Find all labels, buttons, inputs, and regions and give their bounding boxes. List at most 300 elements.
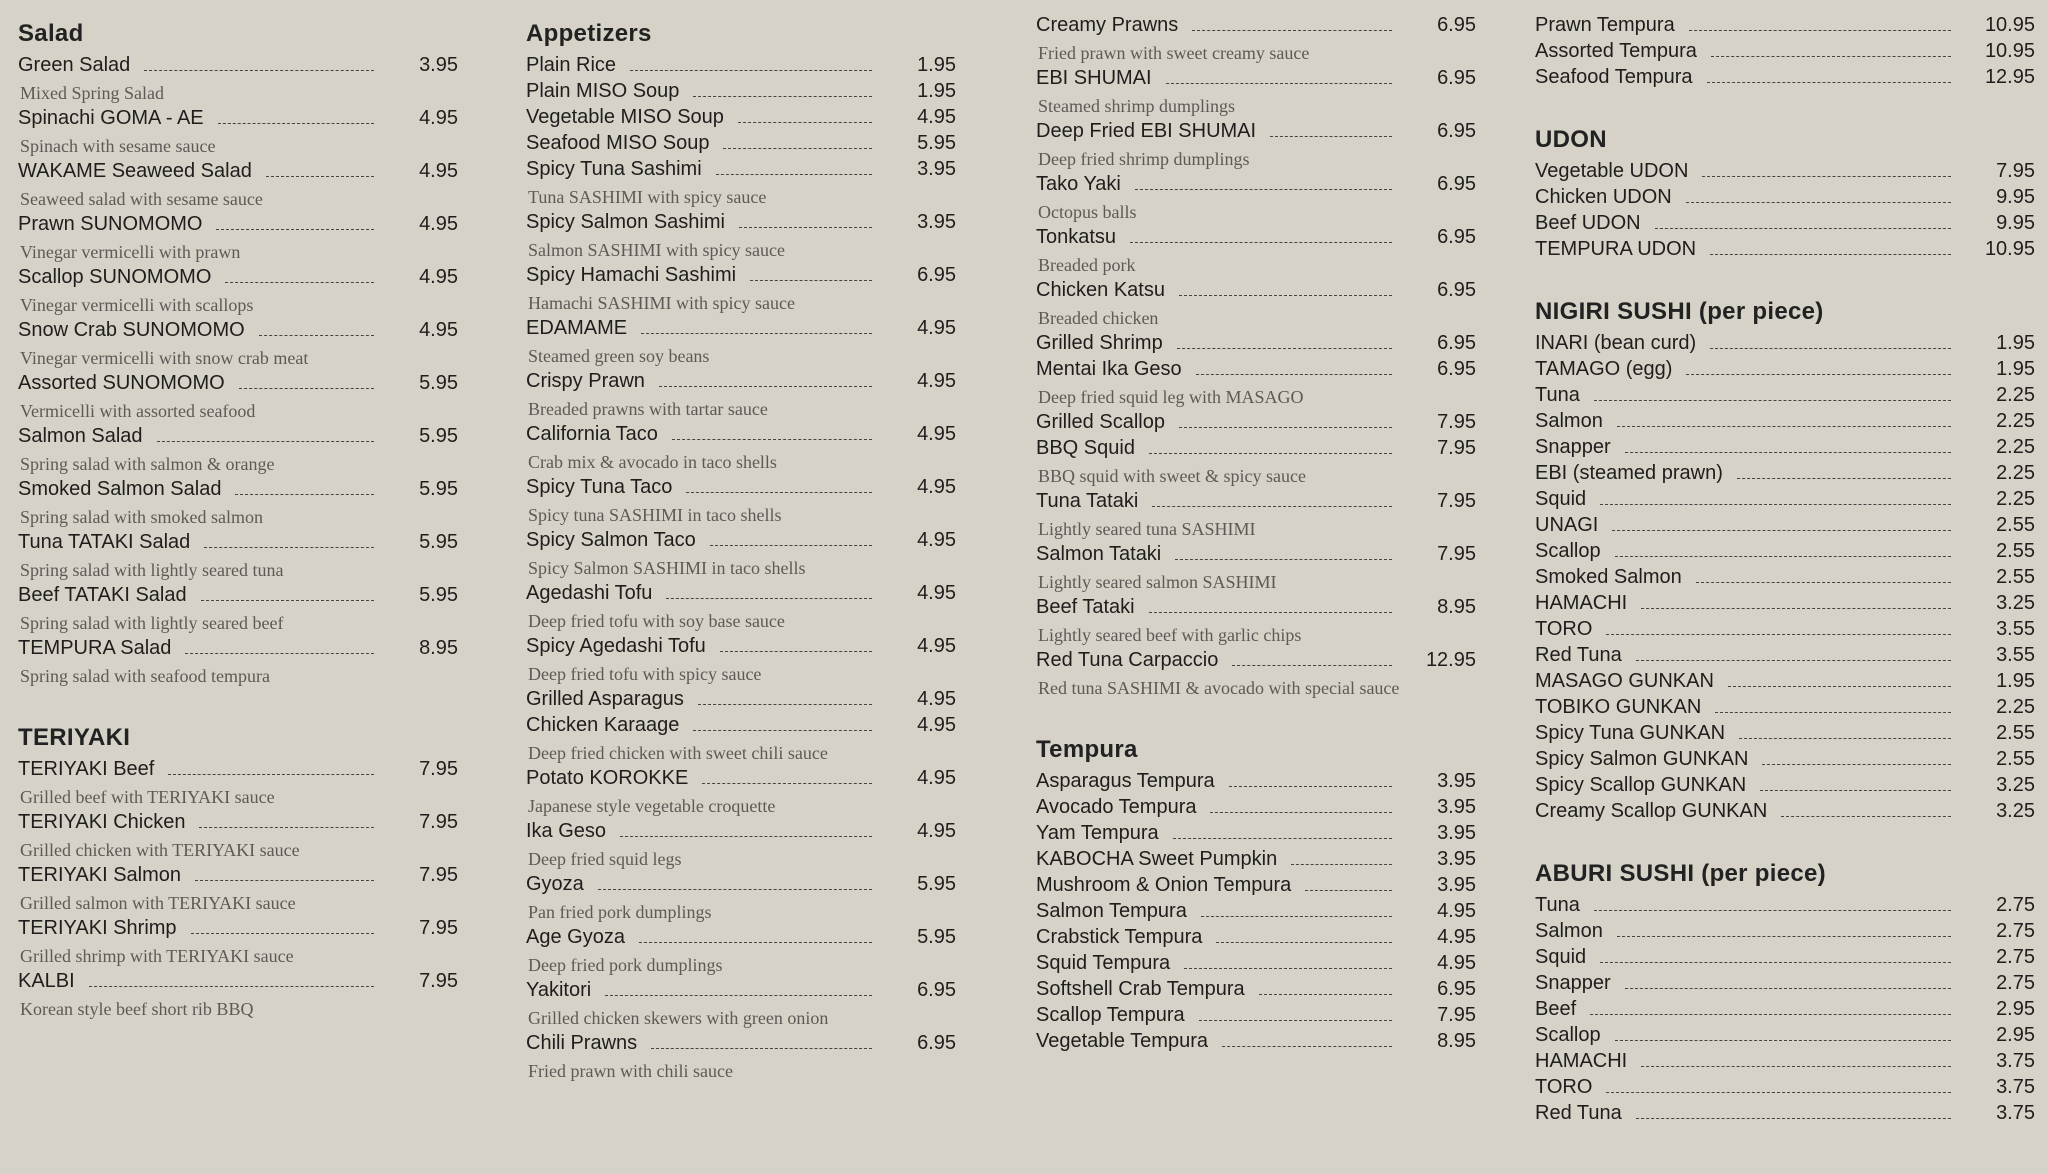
- menu-item-row: [526, 476, 956, 502]
- item-name: Assorted Tempura: [1535, 40, 1697, 62]
- dotted-leader: [666, 598, 872, 599]
- item-description: Lightly seared tuna SASHIMI: [1038, 519, 1256, 539]
- dotted-leader: [157, 441, 374, 442]
- item-price: 6.95: [917, 264, 956, 286]
- item-description: Mixed Spring Salad: [20, 83, 164, 103]
- menu-item: [1036, 822, 1476, 848]
- item-name: WAKAME Seaweed Salad: [18, 160, 252, 182]
- dotted-leader: [1135, 189, 1392, 190]
- menu-item-row: [526, 1032, 956, 1058]
- dotted-leader: [1222, 1046, 1392, 1047]
- dotted-leader: [1615, 556, 1951, 557]
- dotted-leader: [1615, 1040, 1951, 1041]
- menu-item-row: [526, 211, 956, 237]
- dotted-leader: [216, 229, 374, 230]
- item-price: 3.95: [1437, 822, 1476, 844]
- menu-item: [1036, 67, 1476, 120]
- menu-item: [1036, 649, 1476, 702]
- menu-item-row: [1036, 900, 1476, 926]
- item-name: TEMPURA UDON: [1535, 238, 1697, 260]
- dotted-leader: [1130, 242, 1392, 243]
- item-price: 10.95: [1984, 238, 2035, 260]
- menu-item-row: [1036, 543, 1476, 569]
- item-name: Tuna: [1535, 384, 1580, 406]
- dotted-leader: [1625, 988, 1951, 989]
- menu-item: [1036, 848, 1476, 874]
- dotted-leader: [1590, 1014, 1951, 1015]
- menu-item: [1036, 978, 1476, 1004]
- menu-item: [1036, 279, 1476, 332]
- menu-item: [526, 370, 956, 423]
- dotted-leader: [651, 1048, 872, 1049]
- item-description: Lightly seared salmon SASHIMI: [1038, 572, 1277, 592]
- menu-item: [18, 811, 458, 864]
- item-price: 3.95: [1437, 770, 1476, 792]
- dotted-leader: [641, 333, 872, 334]
- item-price: 4.95: [1437, 952, 1476, 974]
- menu-item-row: [1535, 488, 2035, 514]
- item-price: 4.95: [917, 106, 956, 128]
- item-description: Deep fried squid legs: [528, 849, 682, 869]
- menu-item: [18, 478, 458, 531]
- item-name: Salmon: [1535, 920, 1603, 942]
- item-price: 4.95: [917, 370, 956, 392]
- item-name: Snow Crab SUNOMOMO: [18, 319, 245, 341]
- item-price: 7.95: [1437, 411, 1476, 433]
- menu-item-row: [1036, 1004, 1476, 1030]
- menu-item: [1535, 410, 2035, 436]
- menu-item-row: [1535, 894, 2035, 920]
- item-price: 3.95: [1437, 848, 1476, 870]
- item-price: 6.95: [1437, 67, 1476, 89]
- item-price: 5.95: [419, 478, 458, 500]
- item-name: Chili Prawns: [526, 1032, 638, 1054]
- item-price: 2.25: [1996, 696, 2035, 718]
- item-name: Squid: [1535, 946, 1587, 968]
- dotted-leader: [225, 282, 374, 283]
- menu-item-row: [1535, 972, 2035, 998]
- dotted-leader: [630, 70, 872, 71]
- menu-item-row: [1036, 874, 1476, 900]
- item-name: Tonkatsu: [1036, 226, 1117, 248]
- dotted-leader: [1617, 426, 1951, 427]
- item-price: 4.95: [1437, 926, 1476, 948]
- item-price: 6.95: [1437, 358, 1476, 380]
- item-price: 3.95: [917, 158, 956, 180]
- item-name: Vegetable MISO Soup: [526, 106, 724, 128]
- item-name: Potato KOROKKE: [526, 767, 689, 789]
- section-title: TERIYAKI: [18, 724, 131, 751]
- menu-item-row: [1535, 748, 2035, 774]
- item-description: Octopus balls: [1038, 202, 1137, 222]
- menu-section: [1535, 126, 2035, 264]
- item-price: 6.95: [1437, 332, 1476, 354]
- menu-item: [526, 820, 956, 873]
- item-name: Grilled Scallop: [1036, 411, 1165, 433]
- menu-item: [1535, 644, 2035, 670]
- menu-item-row: [1535, 186, 2035, 212]
- item-name: Deep Fried EBI SHUMAI: [1036, 120, 1257, 142]
- menu-section: [526, 20, 956, 1085]
- item-price: 4.95: [917, 317, 956, 339]
- item-price: 2.75: [1996, 920, 2035, 942]
- item-name: Scallop SUNOMOMO: [18, 266, 212, 288]
- menu-item: [526, 211, 956, 264]
- menu-item: [1535, 566, 2035, 592]
- item-description: Spring salad with salmon & orange: [20, 454, 275, 474]
- menu-item-row: [1036, 649, 1476, 675]
- menu-item-row: [1036, 411, 1476, 437]
- item-price: 7.95: [419, 864, 458, 886]
- menu-item: [1535, 748, 2035, 774]
- dotted-leader: [218, 123, 374, 124]
- item-name: TEMPURA Salad: [18, 637, 172, 659]
- menu-item: [1036, 358, 1476, 411]
- item-name: Smoked Salmon Salad: [18, 478, 222, 500]
- menu-item: [1036, 411, 1476, 437]
- dotted-leader: [89, 986, 374, 987]
- item-description: Deep fried pork dumplings: [528, 955, 723, 975]
- menu-item: [1036, 226, 1476, 279]
- menu-item: [1535, 384, 2035, 410]
- menu-item-row: [1535, 14, 2035, 40]
- dotted-leader: [1594, 910, 1951, 911]
- menu-item: [526, 132, 956, 158]
- section-title: Tempura: [1036, 736, 1138, 763]
- menu-item: [1535, 66, 2035, 92]
- item-name: Scallop: [1535, 540, 1601, 562]
- menu-section: [1036, 736, 1476, 1056]
- dotted-leader: [598, 889, 872, 890]
- item-name: TOBIKO GUNKAN: [1535, 696, 1702, 718]
- item-price: 2.95: [1996, 998, 2035, 1020]
- item-price: 6.95: [1437, 978, 1476, 1000]
- item-name: Creamy Scallop GUNKAN: [1535, 800, 1768, 822]
- dotted-leader: [1600, 962, 1951, 963]
- dotted-leader: [144, 70, 374, 71]
- item-name: Salmon Tataki: [1036, 543, 1162, 565]
- item-price: 8.95: [1437, 596, 1476, 618]
- menu-item: [1535, 488, 2035, 514]
- menu-item: [1535, 972, 2035, 998]
- menu-item-row: [1535, 332, 2035, 358]
- item-name: Tuna Tataki: [1036, 490, 1139, 512]
- item-price: 6.95: [1437, 173, 1476, 195]
- item-description: Vinegar vermicelli with prawn: [20, 242, 241, 262]
- menu-item: [18, 372, 458, 425]
- menu-item-row: [1535, 644, 2035, 670]
- item-price: 4.95: [917, 767, 956, 789]
- menu-item-row: [1036, 596, 1476, 622]
- menu-item-row: [1535, 1050, 2035, 1076]
- item-name: HAMACHI: [1535, 592, 1628, 614]
- dotted-leader: [195, 880, 374, 881]
- item-description: Deep fried tofu with soy base sauce: [528, 611, 785, 631]
- dotted-leader: [1641, 608, 1951, 609]
- menu-item-row: [1535, 212, 2035, 238]
- dotted-leader: [201, 600, 374, 601]
- menu-item-row: [1535, 696, 2035, 722]
- item-price: 3.95: [419, 54, 458, 76]
- dotted-leader: [1232, 665, 1392, 666]
- dotted-leader: [672, 439, 872, 440]
- menu-item: [18, 266, 458, 319]
- item-price: 3.55: [1996, 644, 2035, 666]
- menu-item-row: [526, 926, 956, 952]
- item-name: TORO: [1535, 618, 1593, 640]
- item-description: Deep fried shrimp dumplings: [1038, 149, 1250, 169]
- dotted-leader: [1655, 228, 1951, 229]
- menu-column-4: [1535, 14, 2035, 1162]
- item-price: 5.95: [419, 425, 458, 447]
- item-price: 3.75: [1996, 1050, 2035, 1072]
- item-description: Fried prawn with chili sauce: [528, 1061, 733, 1081]
- dotted-leader: [1259, 994, 1392, 995]
- item-price: 7.95: [1437, 437, 1476, 459]
- item-name: Plain Rice: [526, 54, 617, 76]
- item-description: Breaded chicken: [1038, 308, 1159, 328]
- item-name: Mushroom & Onion Tempura: [1036, 874, 1292, 896]
- item-price: 6.95: [1437, 226, 1476, 248]
- item-price: 2.25: [1996, 488, 2035, 510]
- menu-item-row: [18, 266, 458, 292]
- item-name: Asparagus Tempura: [1036, 770, 1215, 792]
- item-name: KABOCHA Sweet Pumpkin: [1036, 848, 1278, 870]
- dotted-leader: [1229, 786, 1392, 787]
- dotted-leader: [1192, 30, 1392, 31]
- item-description: Pan fried pork dumplings: [528, 902, 712, 922]
- menu-item: [1036, 900, 1476, 926]
- menu-item-row: [18, 478, 458, 504]
- menu-item: [1535, 358, 2035, 384]
- item-price: 6.95: [1437, 279, 1476, 301]
- item-price: 2.55: [1996, 540, 2035, 562]
- section-title: Salad: [18, 20, 84, 47]
- item-description: Tuna SASHIMI with spicy sauce: [528, 187, 767, 207]
- item-description: Grilled shrimp with TERIYAKI sauce: [20, 946, 294, 966]
- item-name: Prawn SUNOMOMO: [18, 213, 203, 235]
- menu-item: [18, 864, 458, 917]
- item-price: 4.95: [419, 266, 458, 288]
- item-price: 2.75: [1996, 894, 2035, 916]
- menu-item-row: [1036, 279, 1476, 305]
- menu-item-row: [526, 106, 956, 132]
- menu-item-row: [1535, 592, 2035, 618]
- dotted-leader: [1291, 864, 1392, 865]
- item-price: 4.95: [419, 107, 458, 129]
- item-name: TERIYAKI Chicken: [18, 811, 186, 833]
- dotted-leader: [239, 388, 374, 389]
- menu-item-row: [18, 531, 458, 557]
- item-price: 6.95: [1437, 14, 1476, 36]
- menu-item: [1036, 437, 1476, 490]
- menu-item: [1535, 436, 2035, 462]
- item-description: Vinegar vermicelli with snow crab meat: [20, 348, 309, 368]
- menu-item-row: [526, 54, 956, 80]
- menu-item: [526, 158, 956, 211]
- item-price: 4.95: [917, 476, 956, 498]
- menu-item: [1036, 1004, 1476, 1030]
- menu-item-row: [526, 370, 956, 396]
- item-name: California Taco: [526, 423, 658, 445]
- dotted-leader: [1696, 582, 1951, 583]
- dotted-leader: [1625, 452, 1951, 453]
- item-name: INARI (bean curd): [1535, 332, 1697, 354]
- dotted-leader: [168, 774, 374, 775]
- item-description: Lightly seared beef with garlic chips: [1038, 625, 1302, 645]
- menu-item: [1535, 186, 2035, 212]
- menu-item-row: [1036, 796, 1476, 822]
- item-price: 2.25: [1996, 436, 2035, 458]
- item-price: 4.95: [917, 529, 956, 551]
- item-name: Red Tuna Carpaccio: [1036, 649, 1219, 671]
- item-name: Crabstick Tempura: [1036, 926, 1203, 948]
- menu-item-row: [526, 132, 956, 158]
- item-name: Green Salad: [18, 54, 131, 76]
- menu-item: [18, 758, 458, 811]
- menu-item-row: [1036, 332, 1476, 358]
- dotted-leader: [1199, 1020, 1392, 1021]
- menu-item-row: [1535, 462, 2035, 488]
- menu-item: [1036, 120, 1476, 173]
- dotted-leader: [738, 122, 872, 123]
- menu-item: [1535, 1076, 2035, 1102]
- item-price: 5.95: [419, 584, 458, 606]
- menu-item-row: [1036, 358, 1476, 384]
- menu-item: [526, 264, 956, 317]
- menu-item-row: [1036, 848, 1476, 874]
- dotted-leader: [1686, 374, 1951, 375]
- menu-item-row: [1535, 800, 2035, 826]
- item-name: Spicy Tuna GUNKAN: [1535, 722, 1726, 744]
- dotted-leader: [1781, 816, 1951, 817]
- item-price: 2.25: [1996, 384, 2035, 406]
- menu-item-row: [1535, 920, 2035, 946]
- dotted-leader: [639, 942, 872, 943]
- item-price: 7.95: [419, 758, 458, 780]
- dotted-leader: [1179, 427, 1392, 428]
- item-name: Squid Tempura: [1036, 952, 1171, 974]
- dotted-leader: [1179, 295, 1392, 296]
- item-price: 4.95: [917, 820, 956, 842]
- item-description: Spring salad with seafood tempura: [20, 666, 270, 686]
- item-price: 3.95: [917, 211, 956, 233]
- menu-item-row: [526, 582, 956, 608]
- item-name: Yakitori: [526, 979, 592, 1001]
- menu-item: [1535, 514, 2035, 540]
- item-name: Seafood Tempura: [1535, 66, 1693, 88]
- item-name: Vegetable UDON: [1535, 160, 1689, 182]
- item-price: 1.95: [917, 80, 956, 102]
- item-description: Seaweed salad with sesame sauce: [20, 189, 263, 209]
- menu-item: [1535, 894, 2035, 920]
- menu-item: [526, 582, 956, 635]
- menu-item-row: [1036, 173, 1476, 199]
- menu-item-row: [18, 758, 458, 784]
- item-name: Squid: [1535, 488, 1587, 510]
- menu-section: [1535, 298, 2035, 826]
- menu-item-row: [18, 213, 458, 239]
- dotted-leader: [1710, 348, 1951, 349]
- item-name: Smoked Salmon: [1535, 566, 1682, 588]
- item-description: Spicy Salmon SASHIMI in taco shells: [528, 558, 806, 578]
- menu-section: [18, 20, 458, 690]
- menu-item: [1535, 212, 2035, 238]
- item-price: 4.95: [917, 582, 956, 604]
- item-price: 4.95: [419, 213, 458, 235]
- menu-item: [526, 979, 956, 1032]
- dotted-leader: [1600, 504, 1951, 505]
- item-name: Age Gyoza: [526, 926, 625, 948]
- item-name: TERIYAKI Beef: [18, 758, 155, 780]
- item-description: Japanese style vegetable croquette: [528, 796, 776, 816]
- item-name: UNAGI: [1535, 514, 1599, 536]
- menu-section: [1036, 14, 1476, 702]
- item-price: 2.25: [1996, 462, 2035, 484]
- menu-item-row: [1535, 618, 2035, 644]
- menu-item: [18, 970, 458, 1023]
- item-description: Hamachi SASHIMI with spicy sauce: [528, 293, 795, 313]
- dotted-leader: [1617, 936, 1951, 937]
- item-name: Avocado Tempura: [1036, 796, 1197, 818]
- menu-item: [1535, 618, 2035, 644]
- menu-item-row: [526, 873, 956, 899]
- item-description: Breaded pork: [1038, 255, 1136, 275]
- dotted-leader: [1177, 348, 1392, 349]
- menu-item-row: [18, 811, 458, 837]
- item-name: Beef UDON: [1535, 212, 1641, 234]
- dotted-leader: [1710, 254, 1951, 255]
- item-price: 6.95: [917, 979, 956, 1001]
- item-description: Spring salad with lightly seared tuna: [20, 560, 284, 580]
- item-name: Snapper: [1535, 972, 1611, 994]
- item-name: Salmon Tempura: [1036, 900, 1187, 922]
- item-price: 2.75: [1996, 946, 2035, 968]
- item-price: 7.95: [419, 970, 458, 992]
- section-title: ABURI SUSHI (per piece): [1535, 860, 1826, 887]
- item-price: 12.95: [1984, 66, 2035, 88]
- menu-section: [1535, 860, 2035, 1128]
- item-name: Yam Tempura: [1036, 822, 1159, 844]
- menu-item: [18, 637, 458, 690]
- item-price: 2.95: [1996, 1024, 2035, 1046]
- item-price: 5.95: [419, 372, 458, 394]
- menu-column-1: [18, 14, 458, 1057]
- item-name: Beef Tataki: [1036, 596, 1135, 618]
- dotted-leader: [1305, 890, 1392, 891]
- dotted-leader: [1636, 660, 1951, 661]
- item-price: 2.55: [1996, 566, 2035, 588]
- dotted-leader: [1606, 634, 1951, 635]
- menu-item-row: [526, 688, 956, 714]
- item-price: 4.95: [917, 688, 956, 710]
- dotted-leader: [1715, 712, 1951, 713]
- item-price: 7.95: [1437, 490, 1476, 512]
- menu-item: [1036, 14, 1476, 67]
- item-price: 7.95: [1437, 1004, 1476, 1026]
- item-name: Seafood MISO Soup: [526, 132, 710, 154]
- item-name: EBI SHUMAI: [1036, 67, 1152, 89]
- menu-item: [526, 106, 956, 132]
- item-description: Spinach with sesame sauce: [20, 136, 216, 156]
- dotted-leader: [1196, 374, 1392, 375]
- menu-item-row: [526, 635, 956, 661]
- menu-section: [18, 724, 458, 1023]
- item-price: 7.95: [419, 811, 458, 833]
- menu-item-row: [1036, 952, 1476, 978]
- item-description: Breaded prawns with tartar sauce: [528, 399, 768, 419]
- menu-item-row: [18, 160, 458, 186]
